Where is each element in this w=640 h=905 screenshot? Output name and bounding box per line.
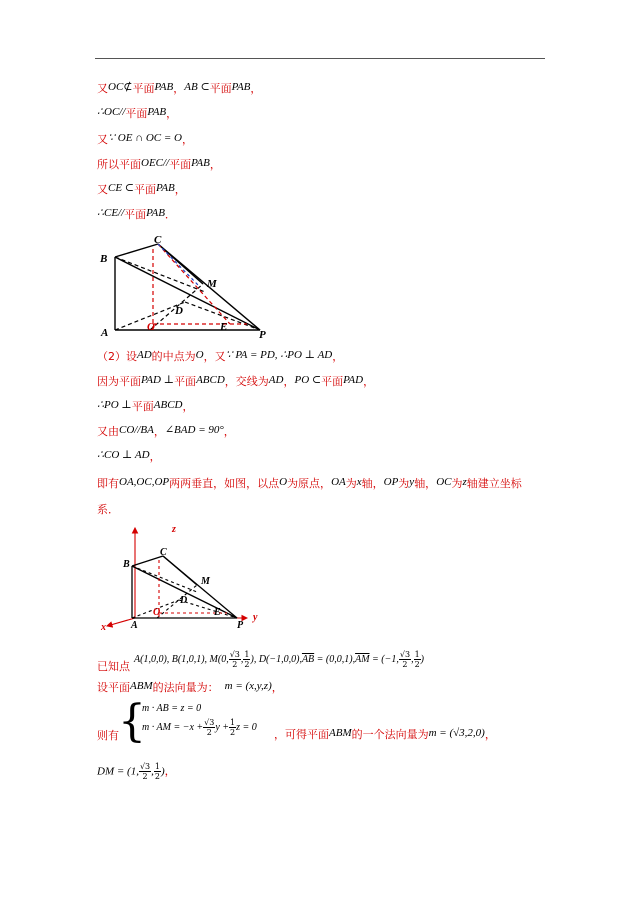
axis-label-z: z	[172, 524, 176, 535]
text: ，	[250, 82, 262, 95]
math: ABM	[130, 680, 153, 692]
math: ∠BAD = 90°	[164, 424, 224, 436]
math: ∵ OE ∩ OC = O	[108, 132, 183, 144]
text: 所以平面	[97, 158, 141, 171]
axis-label-x: x	[101, 622, 106, 632]
math: PAB	[147, 106, 167, 118]
math: ∵ PA = PD, ∴PO ⊥ AD	[225, 349, 333, 361]
math: z	[462, 476, 467, 488]
fraction: $\frac{1}{2}$	[230, 718, 236, 737]
math: A(1,0,0), B(1,0,1), M(0,	[134, 654, 229, 665]
math: PAB	[191, 157, 210, 169]
equation-row-1: m · AB = z = 0	[142, 703, 202, 714]
text: 平面	[131, 400, 154, 413]
text: 又	[97, 183, 108, 196]
math: PAD	[343, 374, 364, 386]
math: ,	[240, 654, 244, 665]
text-line-2	[97, 107, 177, 121]
math: CE ⊂	[108, 182, 135, 194]
text: 轴，	[361, 477, 384, 490]
text: 为	[451, 477, 463, 490]
label-C: C	[160, 547, 167, 558]
math: AD	[137, 349, 152, 361]
text: ，可得平面	[274, 728, 329, 741]
label-E: E	[220, 321, 228, 333]
text: 平面	[169, 158, 192, 171]
math: OP	[383, 476, 399, 488]
label-O: O	[153, 607, 161, 618]
math: y	[409, 476, 415, 488]
label-O: O	[147, 321, 155, 333]
equation-system	[118, 696, 268, 747]
math: O	[279, 476, 288, 488]
text: ，	[164, 764, 176, 778]
text: 平面	[132, 82, 155, 95]
text-line-16-prefix: 则有	[97, 729, 119, 742]
math: ABM	[329, 727, 352, 739]
coordinate-figure-2	[97, 522, 269, 632]
math: ABCD	[153, 399, 183, 411]
math: OA	[331, 476, 346, 488]
math: CO//BA	[119, 424, 154, 436]
math: PAB	[154, 81, 174, 93]
math: m · AM = −x +	[142, 722, 204, 733]
label-A: A	[131, 620, 138, 631]
math: ∴OC//	[97, 106, 126, 118]
text: 为原点，	[287, 477, 332, 490]
label-E: E	[214, 607, 221, 618]
text: 平面	[321, 375, 344, 388]
text: 即有	[97, 477, 119, 490]
math: ), D(−1,0,0),	[250, 654, 302, 665]
math: $\overline{AM}$	[355, 654, 370, 665]
math: OA,OC,OP	[119, 476, 170, 488]
math: AB ⊂	[184, 81, 210, 93]
label-M: M	[201, 576, 210, 587]
text: 的法向量为：	[152, 681, 219, 694]
math: ∴CE//	[97, 207, 125, 219]
math: z = 0	[236, 722, 257, 733]
text: ，又	[203, 350, 226, 363]
label-D: D	[175, 305, 183, 317]
text: 平面	[174, 375, 197, 388]
math: x	[356, 476, 362, 488]
math: ABCD	[196, 374, 225, 386]
text-line-9	[97, 400, 194, 414]
text: ，	[173, 82, 185, 95]
text: 为	[345, 477, 357, 490]
label-P: P	[259, 329, 266, 341]
math: = (x,y,z)	[232, 680, 272, 692]
axis-label-y: y	[253, 612, 258, 623]
math: PAB	[231, 81, 251, 93]
text-line-12	[97, 477, 522, 491]
math: OEC//	[141, 157, 170, 169]
math: ,	[411, 654, 414, 665]
math: )	[420, 654, 424, 665]
text: ，	[363, 375, 375, 388]
fraction: $\frac{√3}{2}$	[204, 718, 215, 737]
label-D: D	[180, 595, 188, 606]
text-line-16	[274, 728, 496, 742]
label-C: C	[154, 234, 162, 246]
math: = (0,0,1),	[314, 654, 356, 665]
fraction: $\frac{√3}{2}$	[139, 762, 151, 781]
text: ，	[332, 350, 344, 363]
text: ，交线为	[224, 375, 269, 388]
header-rule	[95, 58, 545, 59]
text: ，	[283, 375, 295, 388]
text: 平面	[209, 82, 232, 95]
text: ，	[182, 133, 194, 146]
text: 又	[97, 82, 108, 95]
math: ,	[151, 765, 154, 778]
text: 轴，	[414, 477, 437, 490]
text: ，	[174, 183, 186, 196]
math: )	[160, 765, 165, 778]
label-B: B	[123, 559, 130, 570]
text: 设平面	[97, 681, 130, 694]
text: 又	[97, 133, 108, 146]
pyramid-figure-1	[95, 232, 270, 342]
label-M: M	[207, 278, 217, 290]
fraction: $\frac{1}{2}$	[154, 762, 160, 781]
math: DM = (1,	[97, 765, 139, 778]
fraction: $\frac{√3}{2}$	[229, 650, 240, 669]
text-line-1	[97, 82, 261, 96]
text: 又由	[97, 425, 119, 438]
label-P: P	[237, 620, 244, 631]
math: ∴CO ⊥ AD	[97, 449, 150, 461]
equation-row-2	[142, 718, 257, 737]
text: 平面	[134, 183, 157, 196]
math: PAB	[156, 182, 175, 194]
label-B: B	[100, 253, 108, 265]
math: ∴PO ⊥	[97, 399, 132, 411]
math: = (−1,	[369, 654, 399, 665]
text: ，	[182, 400, 194, 413]
math: OC⊄	[108, 81, 133, 93]
brace: {	[118, 696, 146, 747]
text: ，	[149, 450, 161, 463]
text: 系．	[97, 503, 119, 516]
text-line-5	[97, 183, 186, 197]
text: 轴建立坐标	[466, 477, 522, 490]
math: PAB	[146, 207, 165, 219]
text-line-3	[97, 133, 193, 147]
math: AD	[268, 374, 284, 386]
math: PAD ⊥	[141, 374, 175, 386]
math: y +	[215, 722, 230, 733]
fraction: $\frac{1}{2}$	[414, 650, 420, 669]
math: $\overline{AB}$	[301, 654, 315, 665]
text: ，	[484, 728, 496, 741]
text: 平面	[125, 107, 148, 120]
text: 两两垂直，如图，以点	[169, 477, 280, 490]
text-line-14-prefix: 已知点	[97, 660, 130, 673]
text-line-6	[97, 208, 176, 222]
math: OC	[436, 476, 452, 488]
math: O	[195, 349, 204, 361]
text-line-15	[97, 681, 283, 695]
math: m = (√3,2,0)	[428, 727, 485, 739]
text-line-14	[134, 650, 424, 669]
text-line-13	[97, 503, 119, 517]
math: PO ⊂	[294, 374, 322, 386]
text: ，	[209, 158, 221, 171]
fraction: $\frac{1}{2}$	[244, 650, 250, 669]
text-line-11	[97, 450, 161, 464]
text: 平面	[124, 208, 147, 221]
text: 的一个法向量为	[351, 728, 429, 741]
text: ，	[166, 107, 178, 120]
text: ，	[153, 425, 165, 438]
text-line-7	[97, 350, 343, 364]
text: ，	[271, 681, 283, 694]
math: m	[224, 680, 233, 692]
text: 为	[398, 477, 410, 490]
text-line-10	[97, 425, 235, 439]
text-line-4	[97, 158, 221, 172]
text-line-17	[97, 762, 176, 781]
text-line-8	[97, 375, 374, 389]
text: 因为平面	[97, 375, 141, 388]
text: ，	[223, 425, 235, 438]
text: ．	[164, 208, 176, 221]
label-A: A	[101, 327, 109, 339]
fraction: $\frac{√3}{2}$	[399, 650, 411, 669]
text: 的中点为	[151, 350, 196, 363]
text: （2）设	[97, 350, 137, 363]
